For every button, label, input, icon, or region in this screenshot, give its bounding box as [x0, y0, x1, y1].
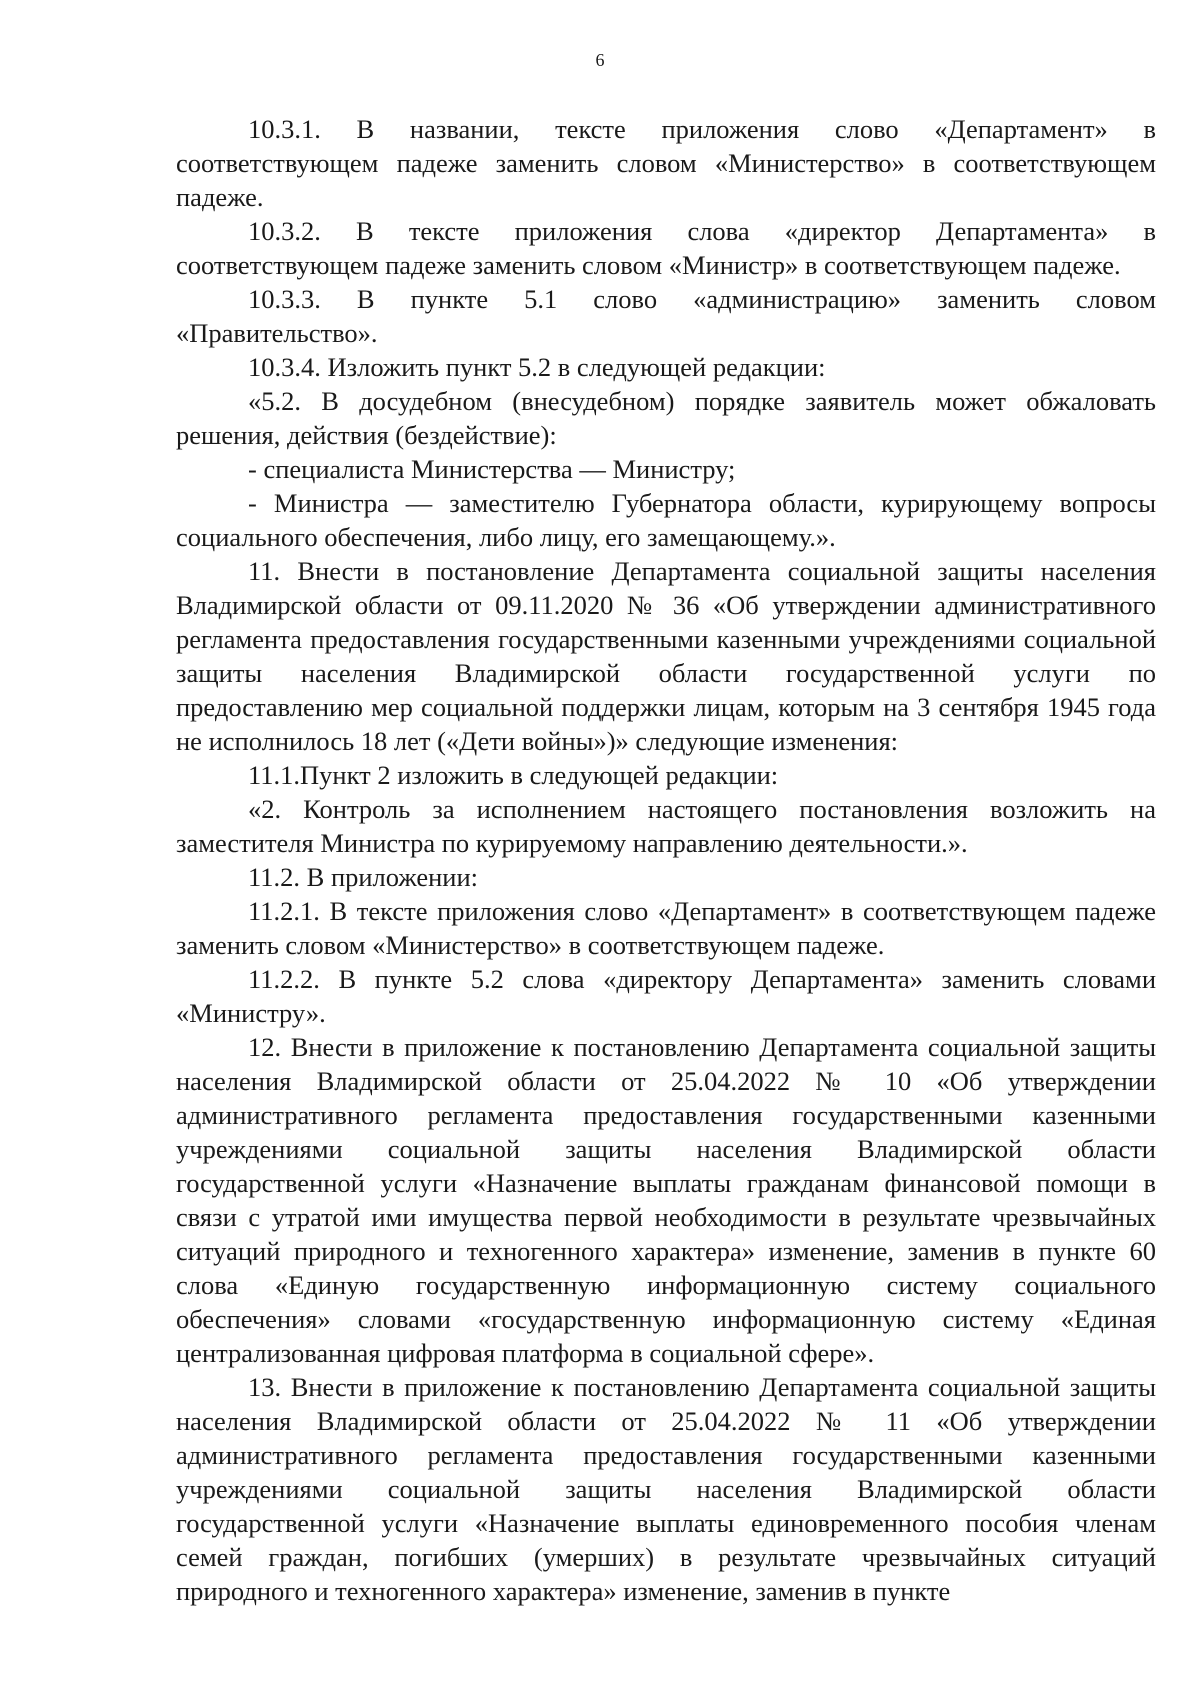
- paragraph-11-2-1: 11.2.1. В тексте приложения слово «Департамент» в соответствующем падеже заменить словом «Министерство» в соответствующем падеже.: [176, 896, 1156, 960]
- paragraph-11: 11. Внести в постановление Департамента социальной защиты населения Владимирской области от 09.11.2020 № 36 «Об утверждении административного регламента предоставления государственными казенными учреждениями социальной защиты населения Владимирской области государственной услуги по предоставлению мер социальной поддержки лицам, которым на 3 сентября 1945 года не исполнилось 18 лет («Дети войны»)» следующие изменения:: [176, 556, 1156, 756]
- page-number: 6: [595, 50, 605, 70]
- document-body: [176, 112, 1156, 1608]
- paragraph-10-3-1: 10.3.1. В названии, тексте приложения слово «Департамент» в соответствующем падеже заменить словом «Министерство» в соответствующем падеже.: [176, 114, 1156, 212]
- paragraph-11-1: 11.1.Пункт 2 изложить в следующей редакции:: [248, 760, 779, 790]
- paragraph-quote-5-2: «5.2. В досудебном (внесудебном) порядке заявитель может обжаловать решения, действия (бездействие):: [176, 386, 1156, 450]
- paragraph-dash-specialist: - специалиста Министерства — Министру;: [248, 454, 736, 484]
- paragraph-10-3-2: 10.3.2. В тексте приложения слова «директор Департамента» в соответствующем падеже заменить словом «Министр» в соответствующем падеже.: [176, 216, 1156, 280]
- paragraph-dash-minister: - Министра — заместителю Губернатора области, курирующему вопросы социального обеспечения, либо лицу, его замещающему.».: [176, 488, 1156, 552]
- paragraph-13: 13. Внести в приложение к постановлению Департамента социальной защиты населения Владимирской области от 25.04.2022 № 11 «Об утверждении административного регламента предоставления государственными казенными учреждениями социальной защиты населения Владимирской области государственной услуги «Назначение выплаты единовременного пособия членам семей граждан, погибших (умерших) в результате чрезвычайных ситуаций природного и техногенного характера» изменение, заменив в пункте: [176, 1372, 1156, 1606]
- paragraph-11-2: 11.2. В приложении:: [248, 862, 478, 892]
- paragraph-11-2-2: 11.2.2. В пункте 5.2 слова «директору Департамента» заменить словами «Министру».: [176, 964, 1156, 1028]
- paragraph-10-3-3: 10.3.3. В пункте 5.1 слово «администрацию» заменить словом «Правительство».: [176, 284, 1156, 348]
- paragraph-quote-2: «2. Контроль за исполнением настоящего постановления возложить на заместителя Министра по курируемому направлению деятельности.».: [176, 794, 1156, 858]
- paragraph-12: 12. Внести в приложение к постановлению Департамента социальной защиты населения Владимирской области от 25.04.2022 № 10 «Об утверждении административного регламента предоставления государственными казенными учреждениями социальной защиты населения Владимирской области государственной услуги «Назначение выплаты гражданам финансовой помощи в связи с утратой ими имущества первой необходимости в результате чрезвычайных ситуаций природного и техногенного характера» изменение, заменив в пункте 60 слова «Единую государственную информационную систему социального обеспечения» словами «государственную информационную систему «Единая централизованная цифровая платформа в социальной сфере».: [176, 1032, 1156, 1368]
- paragraph-10-3-4: 10.3.4. Изложить пункт 5.2 в следующей редакции:: [248, 352, 826, 382]
